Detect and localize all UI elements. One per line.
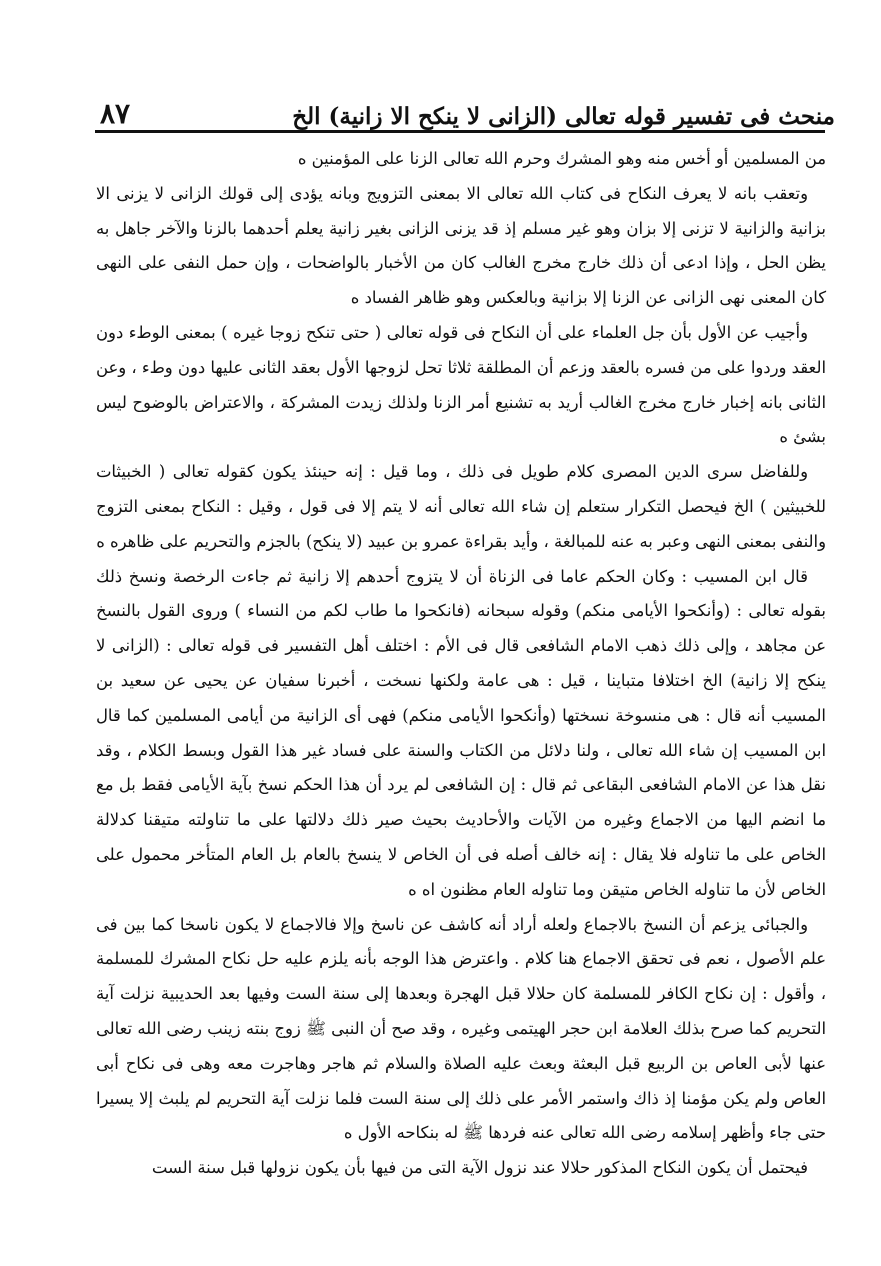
paragraph-7: فيحتمل أن يكون النكاح المذكور حلالا عند نزول الآية التى من فيها بأن يكون نزولها قبل سنة الست — [151, 1158, 808, 1178]
body-text — [96, 142, 826, 1186]
paragraph-1: من المسلمين أو أخس منه وهو المشرك وحرم الله تعالى الزنا على المؤمنين ه — [297, 149, 826, 168]
page-number: ٨٧ — [100, 97, 131, 130]
paragraph-5: قال ابن المسيب : وكان الحكم عاما فى الزناة أن لا يتزوج أحدهم إلا زانية ثم جاءت الرخصة ونسخ ذلك بقوله تعالى : (وأنكحوا الأيامى منكم) وقوله سبحانه (فانكحوا ما طاب لكم من النساء ) وروى القول بالنسخ عن مجاهد ، وإلى ذلك ذهب الامام الشافعى قال فى الأم : اختلف أهل التفسير فى قوله تعالى : (الزانى لا ينكح إلا زانية) الخ اختلافا متباينا ، قيل : هى عامة ولكنها نسخت ، أخبرنا سفيان عن يحيى عن سعيد بن المسيب أنه قال : هى منسوخة نسختها (وأنكحوا الأيامى منكم) فهى أى الزانية من أيامى المسلمين كما قال ابن المسيب إن شاء الله تعالى ، ولنا دلائل من الكتاب والسنة على فساد غير هذا القول وبسط الكلام ، وقد نقل هذا عن الامام الشافعى البقاعى ثم قال : إن الشافعى لم يرد أن هذا الحكم نسخ بآية الأيامى فقط بل مع ما انضم اليها من الاجماع وغيره من الآيات والأحاديث بحيث صير ذلك دلالتها على ما تناولته متيقنا كدلالة الخاص على ما تناوله فلا يقال : إنه خالف أصله فى أن الخاص لا ينسخ بالعام بل العام المتأخر محمول على الخاص لأن ما تناوله الخاص متيقن وما تناوله العام مظنون اه ه — [96, 566, 826, 899]
paragraph-6: والجبائى يزعم أن النسخ بالاجماع ولعله أراد أنه كاشف عن ناسخ وإلا فالاجماع لا يكون ناسخا كما بين فى علم الأصول ، نعم فى تحقق الاجماع هنا كلام . واعترض هذا الوجه بأنه يلزم عليه حل نكاح المشرك للمسلمة ، وأقول : إن نكاح الكافر للمسلمة كان حلالا قبل الهجرة وبعدها إلى سنة الست وفيها بعد الحديبية نزلت آية التحريم كما صرح بذلك العلامة ابن حجر الهيتمى وغيره ، وقد صح أن النبى ﷺ زوج بنته زينب رضى الله تعالى عنها لأبى العاص بن الربيع قبل البعثة وبعث عليه الصلاة والسلام ثم هاجر وهاجرت معه وهى فى نكاح أبى العاص ولم يكن مؤمنا إذ ذاك واستمر الأمر على ذلك إلى سنة الست فلما نزلت آية التحريم لم يلبث إلا يسيرا حتى جاء وأظهر إسلامه رضى الله تعالى عنه فردها ﷺ له بنكاحه الأول ه — [96, 914, 826, 1143]
running-header — [100, 90, 835, 130]
header-title: منحث فى تفسير قوله تعالى (الزانى لا ينكح الا زانية) الخ — [292, 103, 835, 130]
paragraph-3: وأجيب عن الأول بأن جل العلماء على أن النكاح فى قوله تعالى ( حتى تنكح زوجا غيره ) بمعنى الوطء دون العقد وردوا على من فسره بالعقد وزعم أن المطلقة ثلاثا تحل لزوجها الأول بعقد الثانى عليها دون وطء ، وعن الثانى بانه إخبار خارج مخرج الغالب أريد به تشنيع أمر الزنا ولذلك زيدت المشركة ، والاعتراض بالوضوح ليس بشئ ه — [96, 322, 826, 447]
paragraph-4: وللفاضل سرى الدين المصرى كلام طويل فى ذلك ، وما قيل : إنه حينئذ يكون كقوله تعالى ( الخبيثات للخبيثين ) الخ فيحصل التكرار ستعلم إن شاء الله تعالى أنه لا يتم إلا فى قول ، وقيل : النكاح بمعنى التزوج والنفى بمعنى النهى وعبر به عنه للمبالغة ، وأيد بقراءة عمرو بن عبيد (لا ينكح) بالجزم والتحريم على ظاهره ه — [96, 462, 826, 551]
header-rule — [95, 130, 825, 133]
paragraph-2: وتعقب بانه لا يعرف النكاح فى كتاب الله تعالى الا بمعنى التزويج وبانه يؤدى إلى قولك الزانى لا يزنى الا بزانية والزانية لا تزنى إلا بزان وهو غير مسلم إذ قد يزنى الزانى بغير زانية يعلم أحدهما بالزنا والآخر جاهل به يظن الحل ، وإذا ادعى أن ذلك خارج مخرج الغالب كان من الأخبار بالواضحات ، وإن حمل النفى على النهى كان المعنى نهى الزانى عن الزنا إلا بزانية وبالعكس وهو ظاهر الفساد ه — [96, 183, 826, 308]
